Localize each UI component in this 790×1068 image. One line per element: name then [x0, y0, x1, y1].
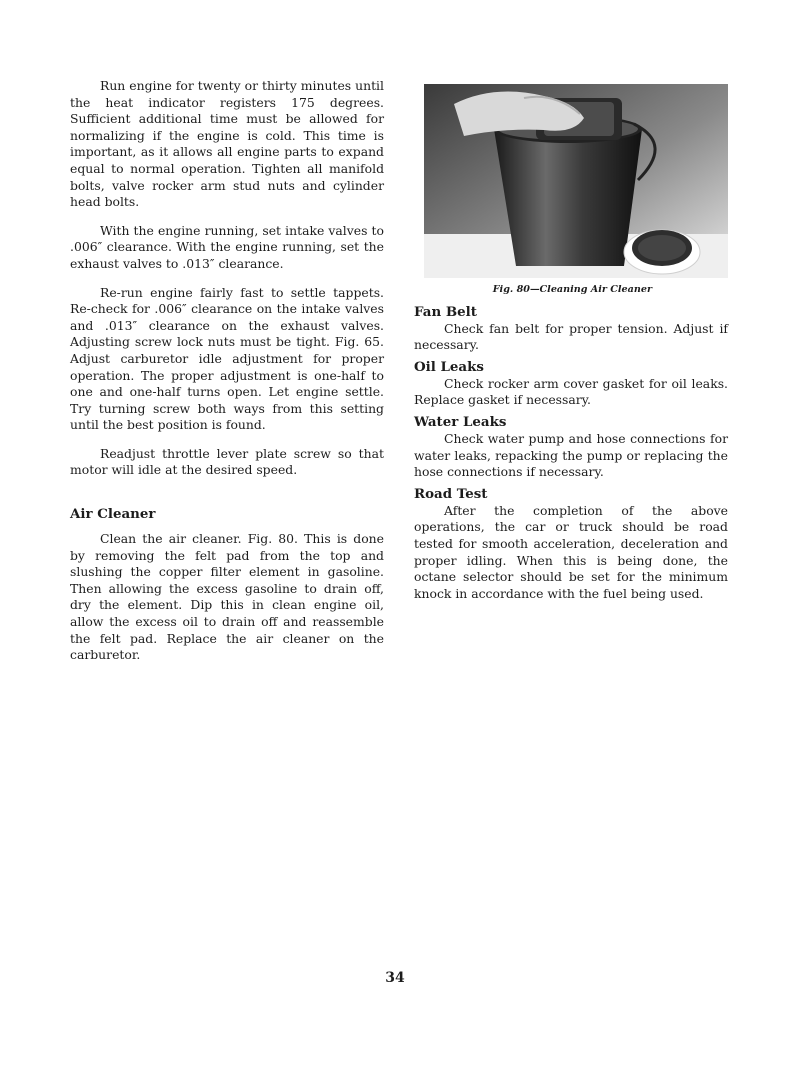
air-cleaner-photo — [424, 84, 728, 278]
left-column — [70, 78, 384, 676]
page-number: 34 — [385, 970, 405, 986]
paragraph-heat-indicator: Run engine for twenty or thirty minutes until the heat indicator registers 175 degrees. Sufficient additional time must be allowed for normalizing if the engine is cold. This time is important, as it allows all engine parts to expand equal to normal operation. Tighten all manifold bolts, valve rocker arm stud nuts and cylinder head bolts. — [70, 78, 384, 210]
paragraph-valve-clearance: With the engine running, set intake valves to .006″ clearance. With the engine running, set the exhaust valves to .013″ clearance. — [70, 222, 384, 271]
figure-80 — [424, 84, 738, 280]
right-column — [414, 84, 728, 604]
paragraph-road-test: After the completion of the above operations, the car or truck should be road tested for smooth acceleration, deceleration and proper idling. When this is being done, the octane selector should be set for the minimum knock in accordance with the fuel being used. — [414, 502, 728, 601]
heading-fan-belt: Fan Belt — [414, 303, 477, 320]
paragraph-throttle-screw: Readjust throttle lever plate screw so that motor will idle at the desired speed. — [70, 445, 384, 478]
heading-water-leaks: Water Leaks — [414, 413, 507, 430]
heading-oil-leaks: Oil Leaks — [414, 358, 484, 375]
heading-air-cleaner: Air Cleaner — [70, 506, 156, 523]
paragraph-water-leaks: Check water pump and hose connections for water leaks, repacking the pump or replacing the hose connections if necessary. — [414, 430, 728, 480]
paragraph-oil-leaks: Check rocker arm cover gasket for oil leaks. Replace gasket if necessary. — [414, 375, 728, 408]
figure-caption: Fig. 80—Cleaning Air Cleaner — [492, 284, 652, 295]
paragraph-recheck-tappets: Re-run engine fairly fast to settle tappets. Re-check for .006″ clearance on the intake valves and .013″ clearance on the exhaust valves. Adjusting screw lock nuts must be tight. Fig. 65. Adjust carburetor idle adjustment for proper operation. The proper adjustment is one-half to one and one-half turns open. Let engine settle. Try turning screw both ways from this setting until the best position is found. — [70, 284, 384, 433]
paragraph-air-cleaner: Clean the air cleaner. Fig. 80. This is done by removing the felt pad from the top and slushing the copper filter element in gasoline. Then allowing the excess gasoline to drain off, dry the element. Dip this in clean engine oil, allow the excess oil to drain off and reassemble the felt pad. Replace the air cleaner on the carburetor. — [70, 531, 384, 663]
heading-road-test: Road Test — [414, 485, 488, 502]
paragraph-fan-belt: Check fan belt for proper tension. Adjust if necessary. — [414, 320, 728, 353]
